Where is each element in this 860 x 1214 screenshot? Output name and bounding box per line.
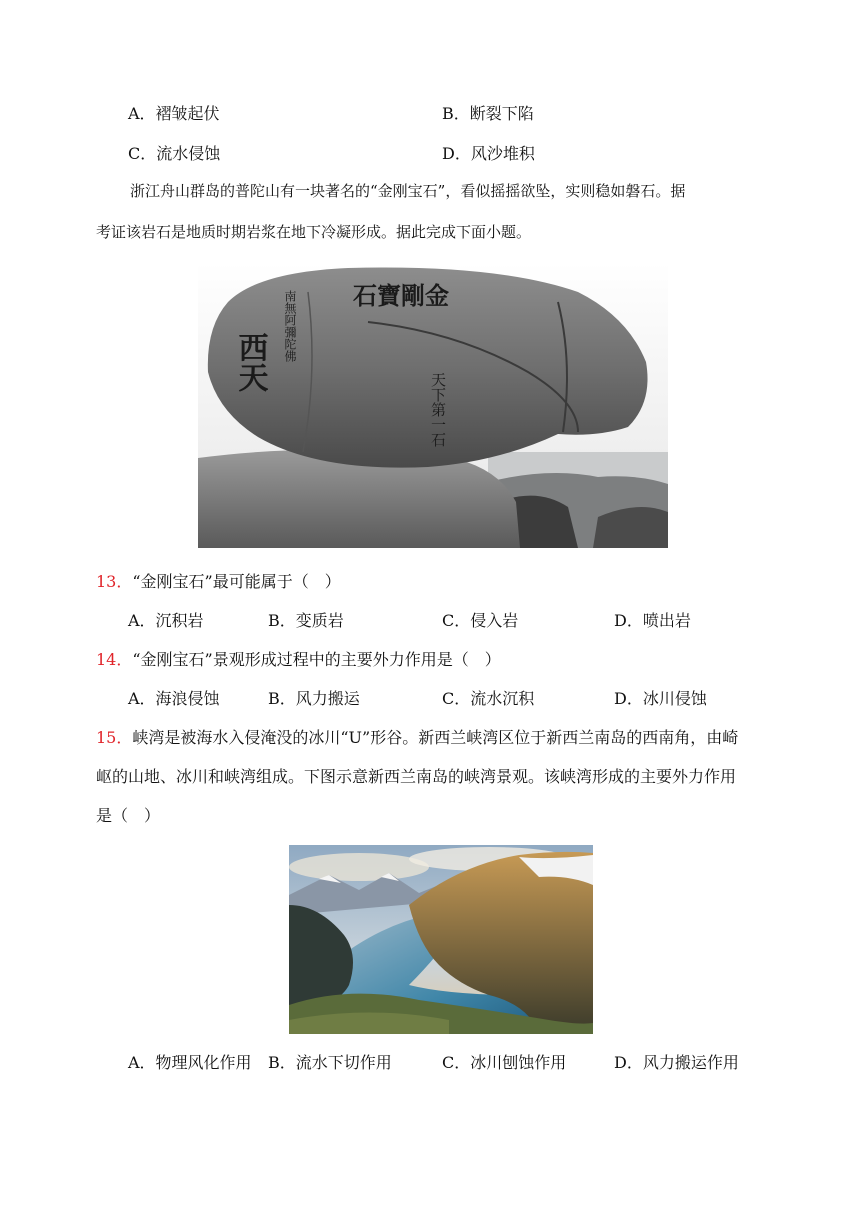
fjord-photo bbox=[289, 845, 593, 1034]
q13-option-d: D．喷出岩 bbox=[614, 611, 691, 630]
q14-option-b: B．风力搬运 bbox=[268, 689, 360, 708]
q14-option-c: C．流水沉积 bbox=[442, 689, 535, 708]
carving-main: 石寶剛金 bbox=[353, 281, 449, 310]
q15-option-b: B．流水下切作用 bbox=[268, 1053, 392, 1072]
q13-option-a: A．沉积岩 bbox=[128, 611, 204, 630]
q12-option-c: C．流水侵蚀 bbox=[128, 144, 221, 163]
q13-option-c: C．侵入岩 bbox=[442, 611, 519, 630]
passage-line-2: 考证该岩石是地质时期岩浆在地下冷凝形成。据此完成下面小题。 bbox=[96, 223, 532, 241]
carving-left-column: 南無阿彌陀佛 bbox=[283, 290, 297, 362]
q12-option-d: D．风沙堆积 bbox=[442, 144, 535, 163]
q15-line-3: 是（ ） bbox=[96, 806, 161, 825]
q15-option-c: C．冰川刨蚀作用 bbox=[442, 1053, 567, 1072]
q14-text: “金刚宝石”景观形成过程中的主要外力作用是（ ） bbox=[132, 650, 501, 669]
q14-stem bbox=[96, 650, 501, 670]
q14-option-d: D．冰川侵蚀 bbox=[614, 689, 707, 708]
q14-number: 14． bbox=[96, 650, 133, 669]
q15-number: 15． bbox=[96, 728, 133, 747]
q12-option-a: A．褶皱起伏 bbox=[128, 104, 220, 123]
q15-option-d: D．风力搬运作用 bbox=[614, 1053, 739, 1072]
q12-option-b: B．断裂下陷 bbox=[442, 104, 534, 123]
q15-line-2: 岖的山地、冰川和峡湾组成。下图示意新西兰南岛的峡湾景观。该峡湾形成的主要外力作用 bbox=[96, 767, 737, 786]
passage-line-1: 浙江舟山群岛的普陀山有一块著名的“金刚宝石”，看似摇摇欲坠，实则稳如磐石。据 bbox=[130, 182, 686, 200]
golden-rock-photo bbox=[198, 262, 668, 548]
q14-option-a: A．海浪侵蚀 bbox=[128, 689, 220, 708]
q13-stem bbox=[96, 572, 341, 592]
q15-line-1 bbox=[96, 728, 738, 748]
q13-option-b: B．变质岩 bbox=[268, 611, 344, 630]
q15-text-1: 峡湾是被海水入侵淹没的冰川“U”形谷。新西兰峡湾区位于新西兰南岛的西南角，由崎 bbox=[132, 728, 739, 747]
q15-option-a: A．物理风化作用 bbox=[128, 1053, 252, 1072]
carving-side: 天下第一石 bbox=[429, 372, 447, 447]
q13-text: “金刚宝石”最可能属于（ ） bbox=[132, 572, 341, 591]
q13-number: 13． bbox=[96, 572, 133, 591]
carving-west: 西天 bbox=[232, 332, 268, 392]
